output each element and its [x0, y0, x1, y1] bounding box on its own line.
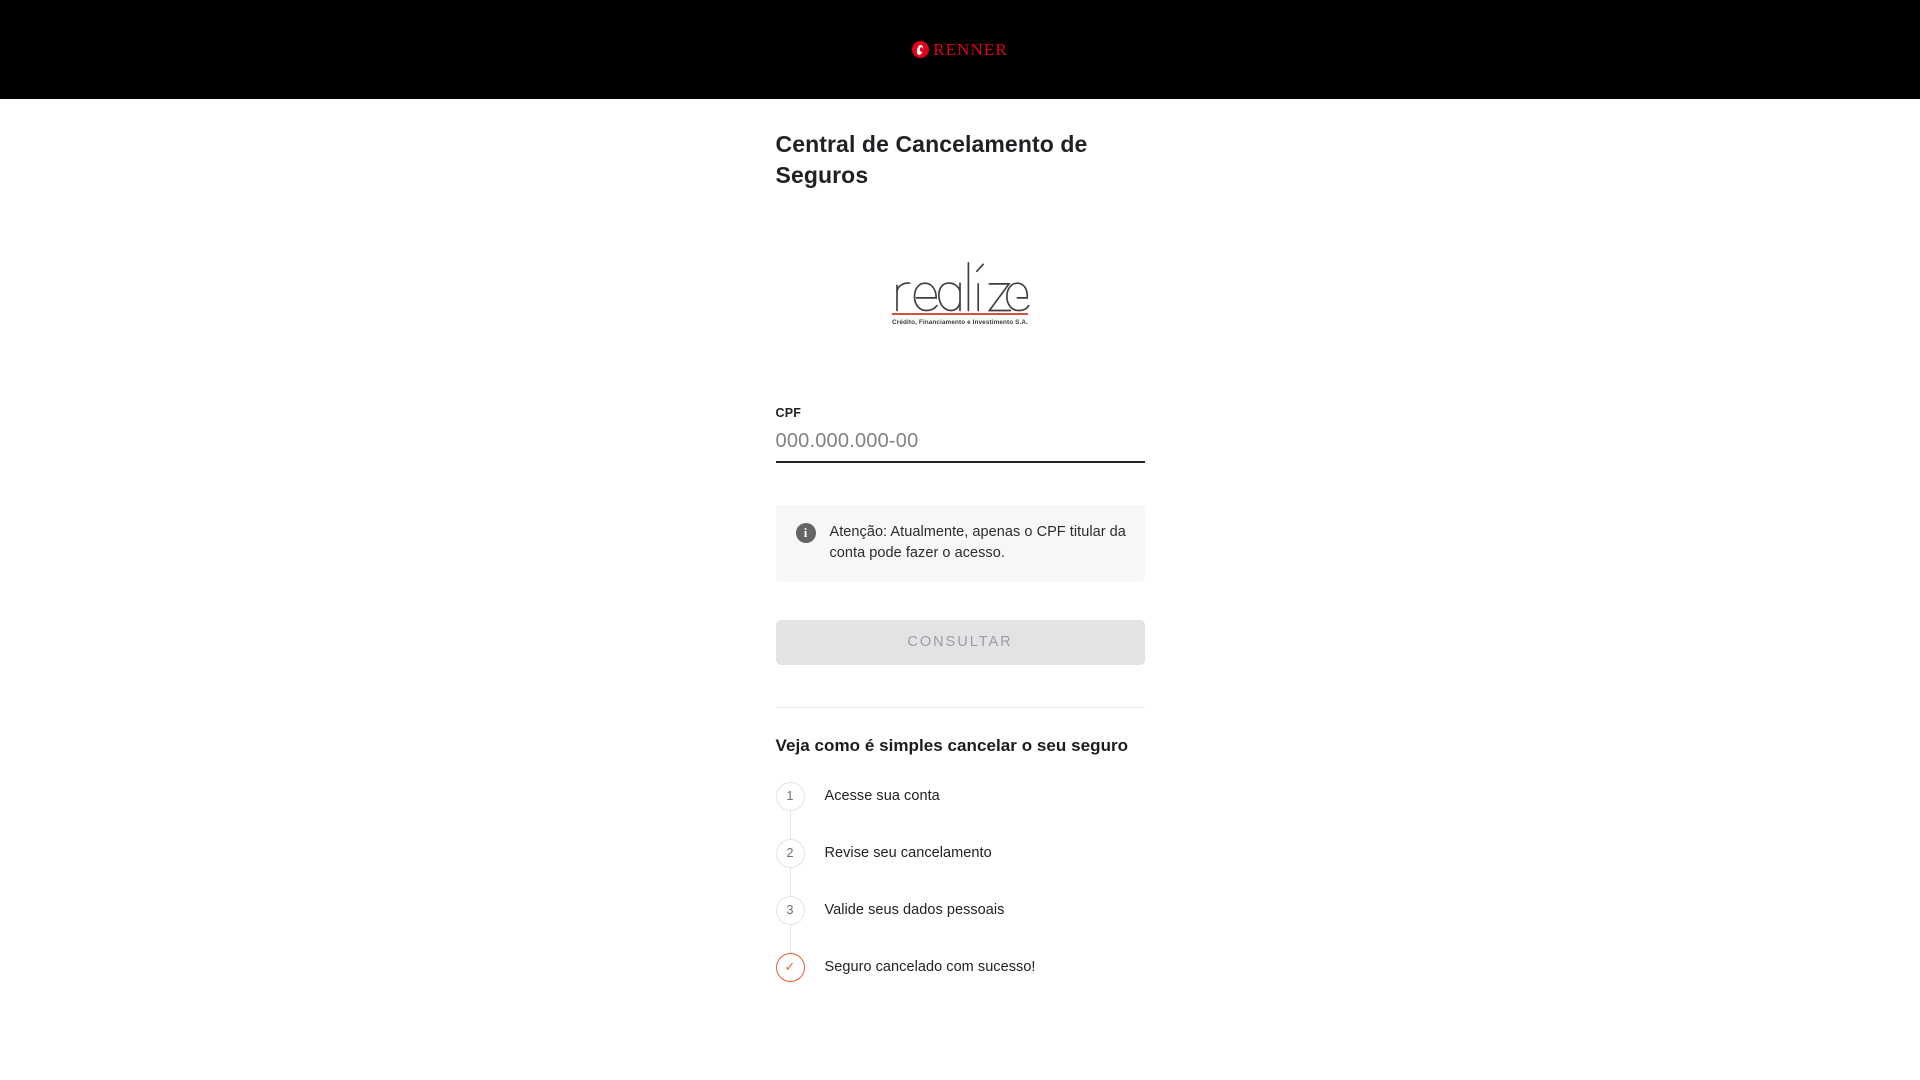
realize-logo-block: [776, 260, 1145, 326]
realize-tagline: Crédito, Financiamento e Investimento S.A.: [892, 318, 1028, 326]
page-title: Central de Cancelamento de Seguros: [775, 131, 1088, 188]
section-divider: [776, 707, 1145, 708]
site-header: [0, 0, 1920, 99]
consultar-button[interactable]: CONSULTAR: [776, 620, 1145, 665]
renner-circle-icon: [912, 41, 929, 58]
step-connector-2: [790, 868, 791, 896]
realize-logo: [890, 260, 1030, 326]
step-connector-1: [790, 811, 791, 839]
cpf-label: CPF: [775, 405, 802, 420]
step-item-3: [776, 896, 1145, 953]
step-label-1: Acesse sua conta: [824, 787, 940, 804]
step-badge-2: 2: [776, 839, 805, 868]
cpf-input-wrapper[interactable]: [776, 428, 1145, 463]
info-alert: [776, 505, 1145, 582]
info-alert-text: Atenção: Atualmente, apenas o CPF titular da conta pode fazer o acesso.: [829, 523, 1126, 561]
step-item-2: [776, 839, 1145, 896]
step-label-3: Valide seus dados pessoais: [824, 901, 1005, 918]
step-badge-success-check-icon: ✓: [776, 953, 805, 982]
renner-wordmark: RENNER: [933, 40, 1008, 59]
step-badge-1: 1: [776, 782, 805, 811]
renner-logo[interactable]: [912, 40, 1008, 60]
step-connector-3: [790, 925, 791, 953]
step-label-2: Revise seu cancelamento: [824, 844, 992, 861]
cpf-input[interactable]: [776, 428, 1145, 461]
info-icon: i: [796, 523, 816, 543]
steps-list: [776, 782, 1145, 1010]
step-badge-3: 3: [776, 896, 805, 925]
content-column: [776, 99, 1145, 1080]
realize-wordmark-icon: [890, 260, 1030, 312]
realize-logo-rule: [892, 313, 1028, 315]
step-item-4: [776, 953, 1145, 1010]
step-item-1: [776, 782, 1145, 839]
cpf-field-block: [776, 404, 1145, 463]
step-label-4: Seguro cancelado com sucesso!: [824, 958, 1036, 975]
page-body: [0, 99, 1920, 1080]
steps-heading: Veja como é simples cancelar o seu seguro: [775, 735, 1129, 755]
